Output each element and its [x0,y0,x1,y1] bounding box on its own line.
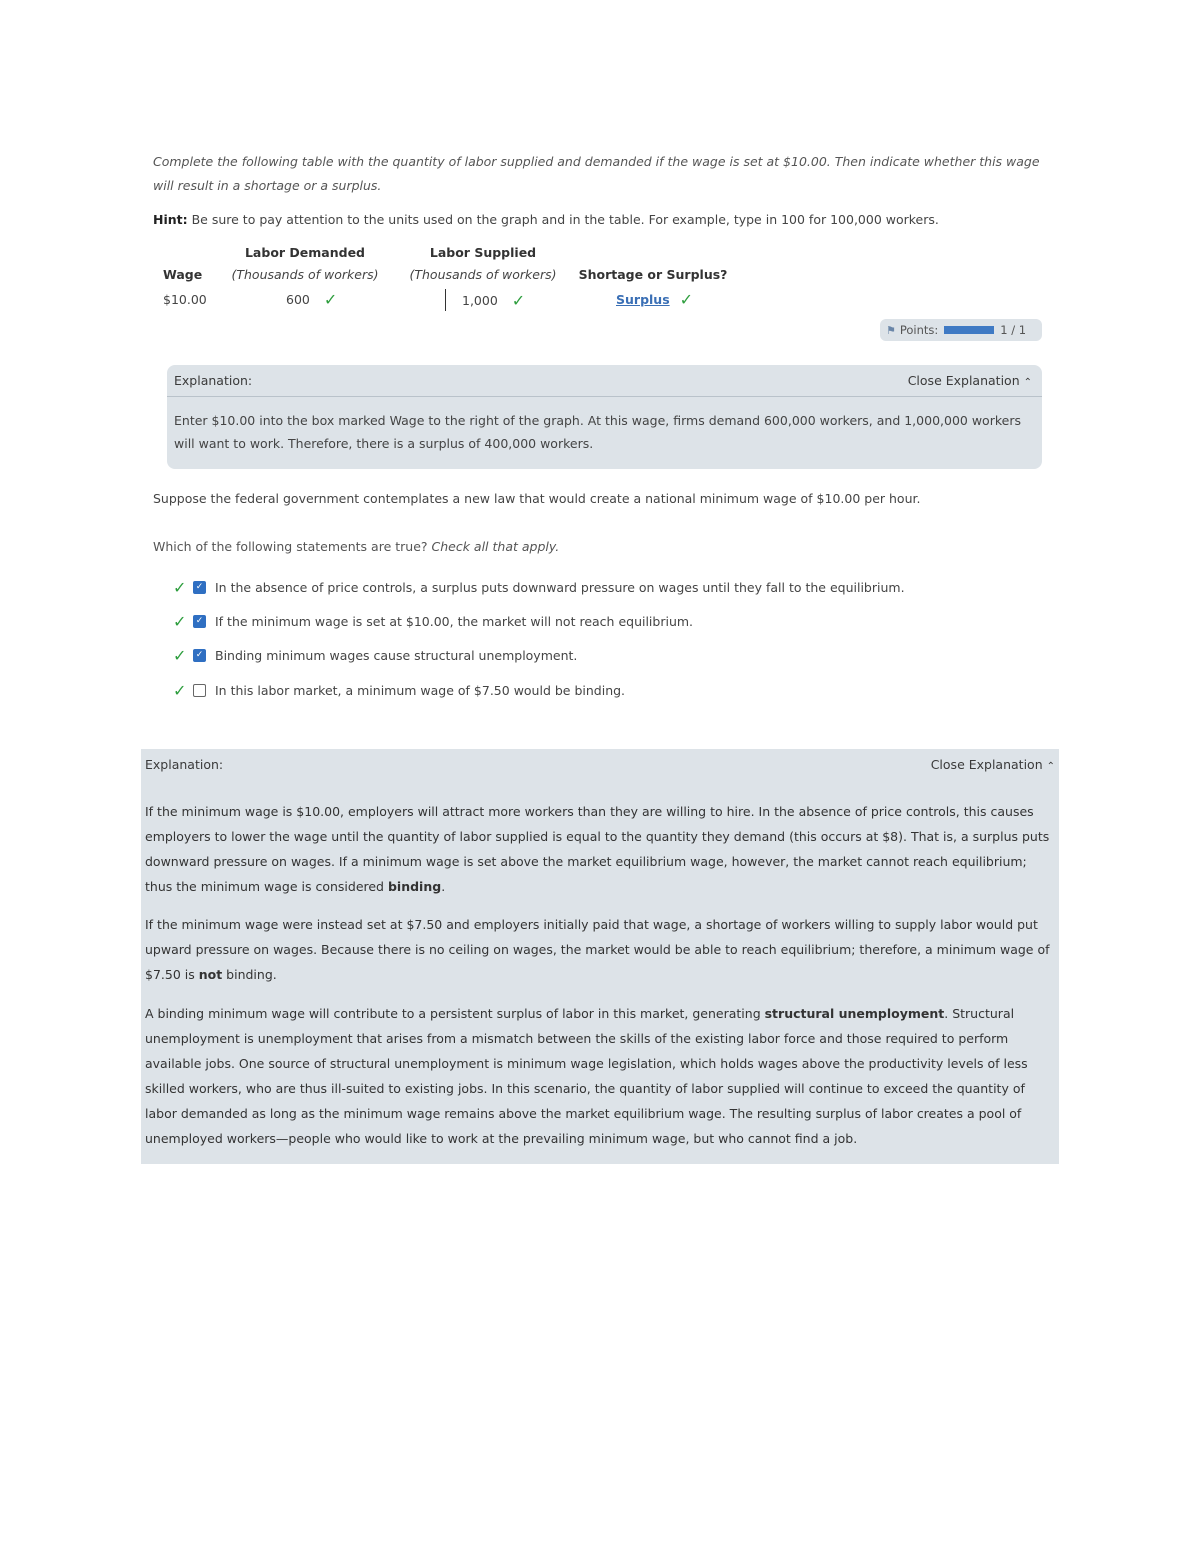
text-run: If the minimum wage is $10.00, employers will attract more workers than they are willing to hire. In the absence of price controls, this causes employers to lower the wage until the quantity of labor supplied is equal to the quantity they demand (this occurs at $8). That is, a surplus puts downward pressure on wages. If a minimum wage is set above the market equilibrium wage, however, the market cannot reach equilibrium; thus the minimum wage is considered [145,804,1050,894]
option-3[interactable] [173,645,577,665]
chevron-up-icon: ⌃ [1023,377,1032,388]
close-explanation-label: Close Explanation [907,373,1020,388]
explanation-panel-1 [167,365,1042,469]
text-run: . Structural unemployment is unemployment that arises from a mismatch between the skills of the existing labor force and those required to perform available jobs. One source of structural unemployment is minimum wage legislation, which holds wages above the productivity levels of less skilled workers, who are thus ill-suited to existing jobs. In this scenario, the quantity of labor supplied will continue to exceed the quantity of labor demanded as long as the minimum wage remains above the market equilibrium wage. The resulting surplus of labor creates a pool of unemployed workers—people who would like to work at the prevailing minimum wage, but who cannot find a job. [145,1006,1028,1146]
labor-demanded-input[interactable] [286,290,337,309]
text-run: . [441,879,446,894]
chevron-up-icon: ⌃ [1046,761,1055,772]
checkbox-checked[interactable]: ✓ [193,615,206,628]
bold-term: not [198,967,223,982]
checkmark-icon: ✓ [173,680,187,700]
shortage-surplus-dropdown[interactable] [610,290,693,309]
text-run: If the minimum wage were instead set at $7.50 and employers initially paid that wage, a shortage of workers willing to supply labor would put upward pressure on wages. Because there is no ceiling on wages, the market would be able to reach equilibrium; therefore, a minimum wage of $7.50 is [145,917,1050,982]
hint-text [153,210,1053,230]
explanation-body: Enter $10.00 into the box marked Wage to the right of the graph. At this wage, firms demand 600,000 workers, and 1,000,000 workers will want to work. Therefore, there is a surplus of 400,000 workers. [174,413,1021,451]
checkmark-icon: ✓ [173,577,187,597]
text-cursor [445,289,446,311]
question-text: Suppose the federal government contemplates a new law that would create a national minimum wage of $10.00 per hour. [153,491,921,506]
option-label: Binding minimum wages cause structural unemployment. [215,647,578,663]
explanation-paragraph-1 [145,799,1057,899]
wage-value: $10.00 [163,292,207,307]
option-label: If the minimum wage is set at $10.00, the market will not reach equilibrium. [215,613,694,629]
explanation-paragraph-2 [145,912,1057,987]
header-labor-supplied: Labor Supplied [429,245,537,260]
explanation-title: Explanation: [174,373,253,388]
points-progress-bar [944,326,994,334]
close-explanation-button[interactable] [931,757,1055,779]
hint-label: Hint: [153,212,188,227]
checkmark-icon: ✓ [173,611,187,631]
option-2[interactable] [173,611,693,631]
close-explanation-button[interactable] [908,373,1032,395]
points-label: Points: [899,323,939,337]
surplus-selection[interactable]: Surplus [616,292,670,307]
checkmark-icon: ✓ [679,290,694,309]
option-label: In this labor market, a minimum wage of $7.50 would be binding. [215,682,626,698]
header-labor-demanded: Labor Demanded [244,245,366,260]
prompt-text: Which of the following statements are true? [153,539,432,554]
bold-term: binding [387,879,442,894]
option-4[interactable] [173,680,625,700]
explanation-paragraph-3 [145,1001,1057,1151]
divider [167,396,1042,397]
points-value: 1 / 1 [1000,323,1027,337]
header-shortage-surplus: Shortage or Surplus? [578,267,728,282]
header-wage: Wage [163,267,203,282]
checkmark-icon: ✓ [511,290,526,310]
checkbox-checked[interactable]: ✓ [193,649,206,662]
checkmark-icon: ✓ [173,645,187,665]
prompt-emphasis: Check all that apply. [431,539,560,554]
flag-icon: ⚑ [886,323,896,337]
option-label: In the absence of price controls, a surplus puts downward pressure on wages until they fall to the equilibrium. [215,579,905,595]
labor-supplied-value: 1,000 [462,292,498,308]
text-run: A binding minimum wage will contribute to a persistent surplus of labor in this market, generating [145,1006,765,1021]
labor-supplied-input[interactable] [445,289,525,311]
explanation-title: Explanation: [145,757,224,772]
checkbox-unchecked[interactable] [193,684,206,697]
labor-demanded-value: 600 [286,292,310,307]
header-supplied-units: (Thousands of workers) [409,267,557,282]
text-run: binding. [222,967,277,982]
checkbox-checked[interactable]: ✓ [193,581,206,594]
explanation-panel-2 [141,749,1059,1164]
question-prompt [153,537,1053,557]
hint-body: Be sure to pay attention to the units used on the graph and in the table. For example, type in 100 for 100,000 workers. [187,212,939,227]
header-demanded-units: (Thousands of workers) [231,267,379,282]
bold-term: structural unemployment [764,1006,945,1021]
points-badge [880,319,1042,341]
close-explanation-label: Close Explanation [930,757,1043,772]
checkmark-icon: ✓ [323,290,338,309]
option-1[interactable] [173,577,905,597]
instructions-text: Complete the following table with the quantity of labor supplied and demanded if the wage is set at $10.00. Then indicate whether this wage will result in a shortage or a surplus. [153,154,1040,193]
